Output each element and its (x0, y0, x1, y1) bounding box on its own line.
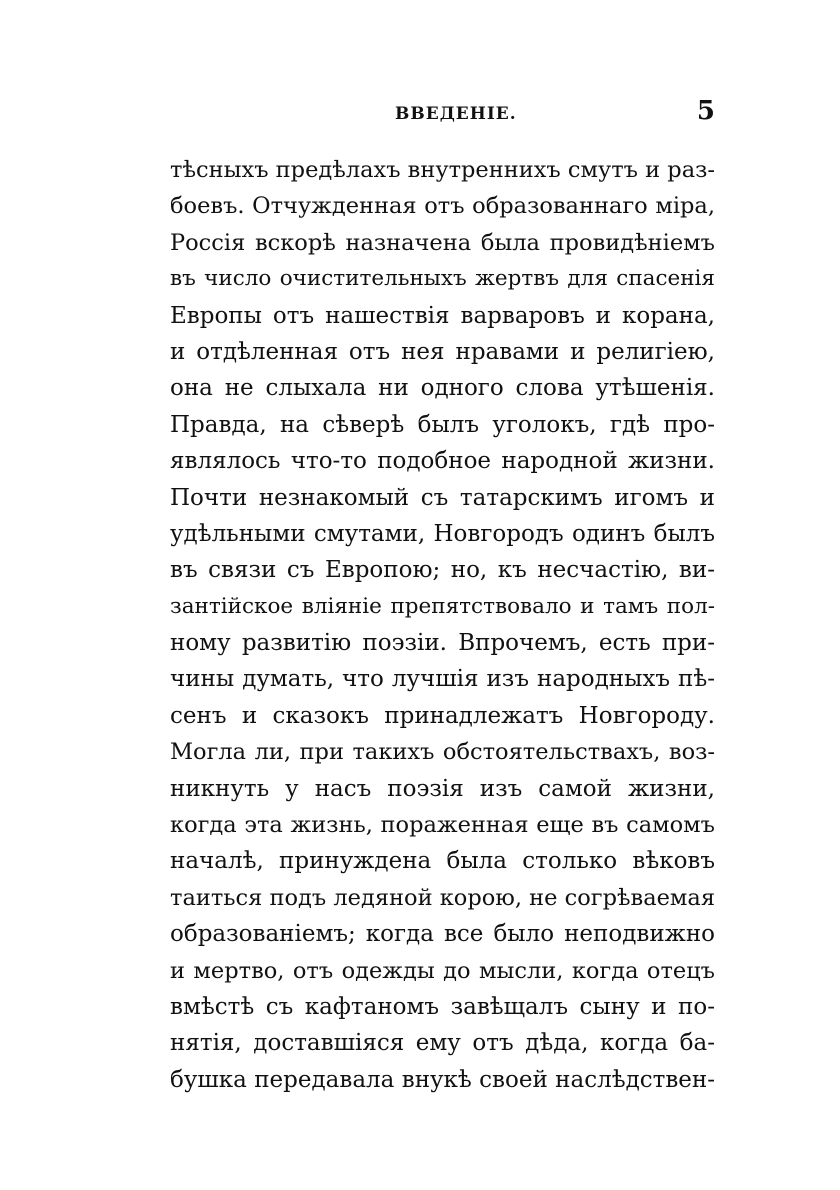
text-line: сенъ и сказокъ принадлежатъ Новгороду. (170, 702, 715, 729)
text-line: она не слыхала ни одного слова утѣшенія. (170, 375, 715, 402)
text-line: боевъ. Отчужденная отъ образованнаго міра, (170, 193, 715, 220)
text-line: вмѣстѣ съ кафтаномъ завѣщалъ сыну и по- (170, 993, 715, 1020)
text-line: и мертво, отъ одежды до мысли, когда отецъ (170, 957, 715, 984)
text-line: никнуть у насъ поэзія изъ самой жизни, (170, 775, 715, 802)
text-line: ному развитію поэзіи. Впрочемъ, есть при- (170, 630, 715, 657)
text-line: являлось что-то подобное народной жизни. (170, 448, 715, 475)
text-line: таиться подъ ледяной корою, не согрѣваемая (170, 884, 716, 911)
body-text (170, 152, 715, 1098)
text-line: Россія вскорѣ назначена была провидѣніемъ (170, 229, 715, 256)
text-line: Правда, на сѣверѣ былъ уголокъ, гдѣ про- (170, 411, 715, 438)
text-line: въ связи съ Европою; но, къ несчастію, ви- (170, 557, 715, 584)
text-line: когда эта жизнь, пораженная еще въ самомъ (170, 812, 715, 839)
text-line: началѣ, принуждена была столько вѣковъ (170, 848, 715, 875)
page-number: 5 (696, 96, 715, 126)
text-line: чины думать, что лучшія изъ народныхъ пѣ- (170, 666, 715, 693)
text-line: удѣльными смутами, Новгородъ одинъ былъ (170, 520, 715, 547)
text-line: и отдѣленная отъ нея нравами и религіею, (170, 338, 715, 365)
text-line: нятія, доставшіяся ему отъ дѣда, когда ба- (170, 1030, 715, 1057)
text-line: бушка передавала внукѣ своей наслѣдствен- (170, 1066, 715, 1093)
running-header (170, 96, 715, 136)
running-title: ВВЕДЕНІЕ. (395, 104, 517, 124)
text-line: въ число очистительныхъ жертвъ для спасенія (170, 266, 715, 292)
text-line: образованіемъ; когда все было неподвижно (170, 921, 715, 948)
text-line: тѣсныхъ предѣлахъ внутреннихъ смутъ и раз- (170, 157, 715, 183)
text-line: Почти незнакомый съ татарскимъ игомъ и (170, 484, 715, 511)
text-line: Могла ли, при такихъ обстоятельствахъ, воз- (170, 739, 715, 766)
text-line: зантійское вліяніе препятствовало и тамъ пол- (170, 593, 715, 619)
text-line: Европы отъ нашествія варваровъ и корана, (170, 302, 715, 329)
